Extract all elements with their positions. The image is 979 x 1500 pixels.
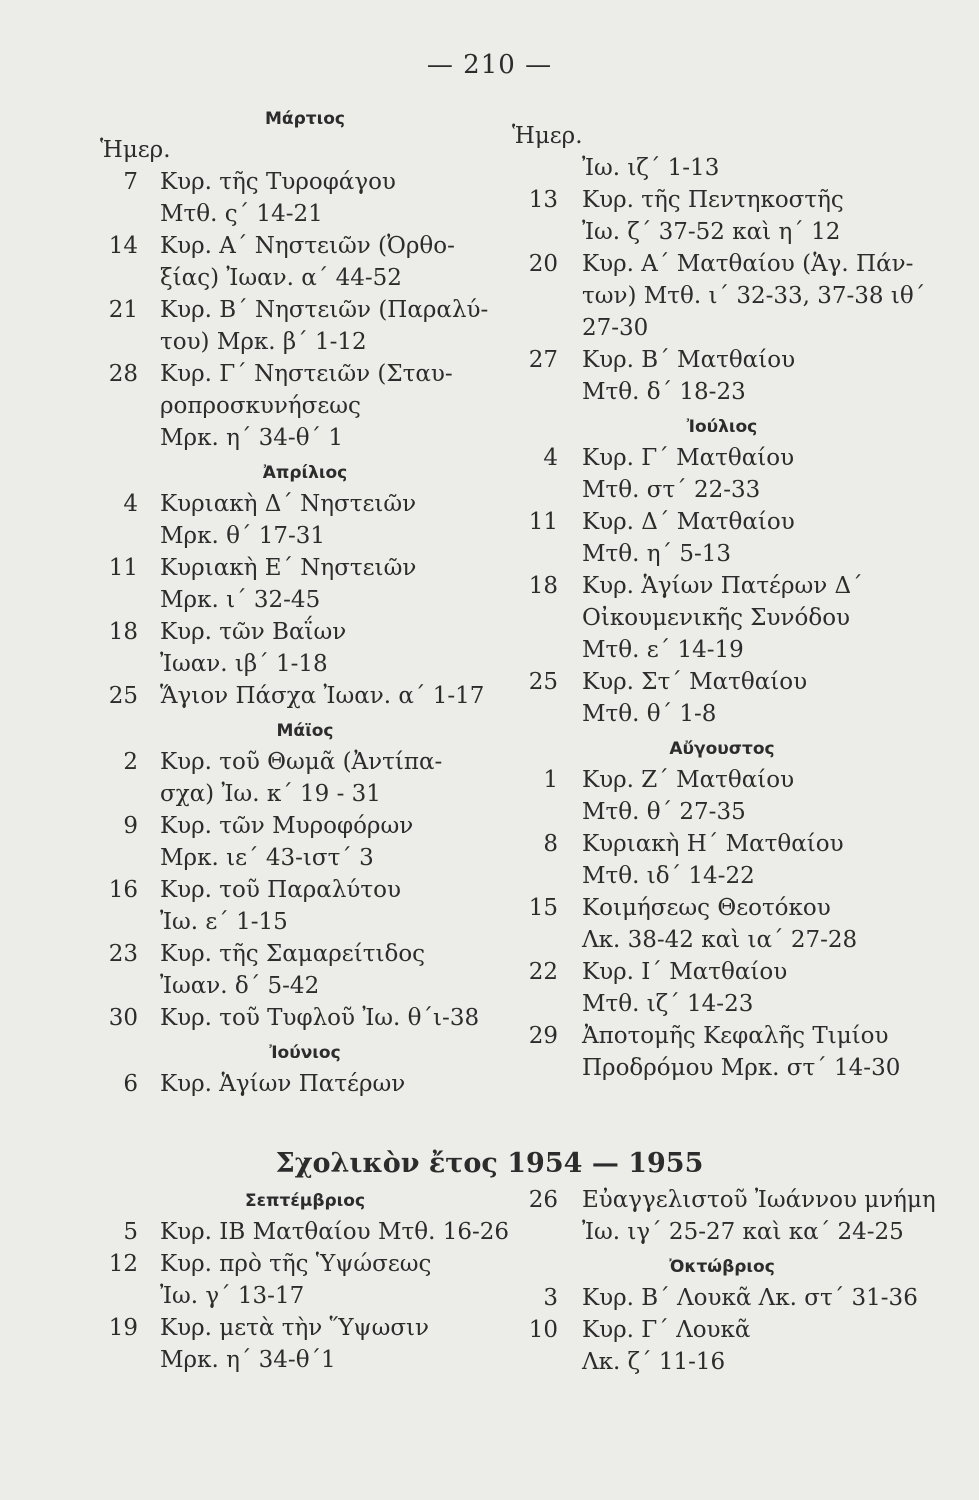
day-number: 25 bbox=[108, 683, 138, 709]
day-number: 4 bbox=[123, 491, 138, 517]
reading-text: Κυρ. Δ΄ Ματθαίου bbox=[582, 509, 795, 535]
reading-text: Μτθ. θ΄ 27-35 bbox=[582, 799, 746, 825]
column-header bbox=[512, 120, 932, 152]
calendar-entry bbox=[100, 810, 510, 842]
month-heading: Ἰούλιος bbox=[686, 417, 758, 437]
day-number: 15 bbox=[528, 895, 558, 921]
reading-text: Ἰω. ζ΄ 37-52 καὶ η΄ 12 bbox=[582, 219, 841, 245]
calendar-entry bbox=[100, 1248, 510, 1280]
calendar-entry bbox=[100, 778, 510, 810]
reading-text: Κυρ. τῶν Μυροφόρων bbox=[160, 813, 414, 839]
calendar-entry bbox=[100, 1344, 510, 1376]
day-column-label: Ἡμερ. bbox=[100, 137, 171, 163]
reading-text: Μτθ. στ΄ 22-33 bbox=[582, 477, 761, 503]
column-left-bottom bbox=[100, 1182, 510, 1376]
day-number: 10 bbox=[528, 1317, 558, 1343]
day-number: 11 bbox=[108, 555, 138, 581]
calendar-entry bbox=[512, 892, 932, 924]
calendar-entry bbox=[512, 216, 932, 248]
day-number: 11 bbox=[528, 509, 558, 535]
reading-text: Κυριακὴ Ε΄ Νηστειῶν bbox=[160, 555, 417, 581]
calendar-entry bbox=[512, 1052, 932, 1084]
calendar-entry bbox=[512, 634, 932, 666]
calendar-entry bbox=[512, 764, 932, 796]
calendar-entry bbox=[100, 746, 510, 778]
calendar-entry bbox=[512, 344, 932, 376]
day-number: 13 bbox=[528, 187, 558, 213]
day-number: 22 bbox=[528, 959, 558, 985]
day-number: 7 bbox=[123, 169, 138, 195]
day-number: 25 bbox=[528, 669, 558, 695]
day-number: 1 bbox=[543, 767, 558, 793]
reading-text: 27-30 bbox=[582, 315, 649, 341]
reading-text: Ἀποτομῆς Κεφαλῆς Τιμίου bbox=[582, 1023, 889, 1049]
school-year-title: Σχολικὸν ἔτος 1954 — 1955 bbox=[275, 1148, 704, 1179]
reading-text: Μτθ. ε΄ 14-19 bbox=[582, 637, 744, 663]
column-right-bottom bbox=[512, 1184, 936, 1378]
reading-text: Μτθ. ιδ΄ 14-22 bbox=[582, 863, 755, 889]
calendar-entry bbox=[512, 602, 932, 634]
reading-text: Μτθ. δ΄ 18-23 bbox=[582, 379, 746, 405]
calendar-entry bbox=[100, 938, 510, 970]
calendar-entry bbox=[512, 828, 932, 860]
calendar-entry bbox=[100, 906, 510, 938]
reading-text: Κυριακὴ Η΄ Ματθαίου bbox=[582, 831, 844, 857]
calendar-entry bbox=[512, 988, 932, 1020]
reading-text: Ἰω. ιγ΄ 25-27 καὶ κα΄ 24-25 bbox=[582, 1219, 904, 1245]
reading-text: Κυρ. τῆς Τυροφάγου bbox=[160, 169, 396, 195]
reading-text: Εὐαγγελιστοῦ Ἰωάννου μνήμη bbox=[582, 1187, 936, 1213]
calendar-entry bbox=[100, 358, 510, 390]
day-number: 6 bbox=[123, 1071, 138, 1097]
day-number: 16 bbox=[108, 877, 138, 903]
calendar-entry bbox=[100, 488, 510, 520]
calendar-entry bbox=[100, 648, 510, 680]
reading-text: Ἅγιον Πάσχα Ἰωαν. α΄ 1-17 bbox=[160, 683, 485, 709]
reading-text: Κυρ. Α΄ Νηστειῶν (Ὀρθο- bbox=[160, 233, 455, 259]
reading-text: Μρκ. ι΄ 32-45 bbox=[160, 587, 321, 613]
calendar-entry bbox=[512, 1346, 932, 1378]
calendar-entry bbox=[512, 312, 932, 344]
reading-text: Κυρ. Ἁγίων Πατέρων Δ΄ bbox=[582, 573, 863, 599]
reading-text: του) Μρκ. β΄ 1-12 bbox=[160, 329, 367, 355]
calendar-entry bbox=[512, 956, 932, 988]
calendar-entry bbox=[100, 970, 510, 1002]
calendar-entry bbox=[512, 1216, 932, 1248]
calendar-entry bbox=[100, 1068, 510, 1100]
calendar-entry bbox=[100, 842, 510, 874]
day-number: 20 bbox=[528, 251, 558, 277]
day-number: 14 bbox=[108, 233, 138, 259]
column-left-top bbox=[100, 100, 510, 1100]
reading-text: Κυρ. Α΄ Ματθαίου (Ἁγ. Πάν- bbox=[582, 251, 914, 277]
reading-text: Κυρ. τοῦ Τυφλοῦ Ἰω. θ΄ι-38 bbox=[160, 1005, 480, 1031]
reading-text: Κυρ. Β΄ Νηστειῶν (Παραλύ- bbox=[160, 297, 489, 323]
day-number: 18 bbox=[528, 573, 558, 599]
calendar-entry bbox=[100, 166, 510, 198]
calendar-entry bbox=[512, 152, 932, 184]
reading-text: Λκ. ζ΄ 11-16 bbox=[582, 1349, 726, 1375]
reading-text: Μρκ. ιε΄ 43-ιστ΄ 3 bbox=[160, 845, 374, 871]
reading-text: Κυριακὴ Δ΄ Νηστειῶν bbox=[160, 491, 417, 517]
day-number: 29 bbox=[528, 1023, 558, 1049]
reading-text: Κυρ. ΙΒ Ματθαίου Μτθ. 16-26 bbox=[160, 1219, 509, 1245]
calendar-entry bbox=[100, 680, 510, 712]
calendar-entry bbox=[512, 796, 932, 828]
page-number: — 210 — bbox=[426, 50, 553, 80]
day-number: 19 bbox=[108, 1315, 138, 1341]
reading-text: Ἰω. ε΄ 1-15 bbox=[160, 909, 288, 935]
calendar-entry bbox=[100, 294, 510, 326]
day-number: 5 bbox=[123, 1219, 138, 1245]
calendar-entry bbox=[512, 570, 932, 602]
calendar-entry bbox=[512, 474, 932, 506]
day-number: 3 bbox=[543, 1285, 558, 1311]
calendar-entry bbox=[512, 860, 932, 892]
reading-text: Ἰω. γ΄ 13-17 bbox=[160, 1283, 305, 1309]
reading-text: Κυρ. Γ΄ Λουκᾶ bbox=[582, 1317, 751, 1343]
reading-text: Ἰωαν. ιβ΄ 1-18 bbox=[160, 651, 328, 677]
calendar-entry bbox=[100, 390, 510, 422]
reading-text: ξίας) Ἰωαν. α΄ 44-52 bbox=[160, 265, 402, 291]
day-number: 18 bbox=[108, 619, 138, 645]
day-number: 26 bbox=[528, 1187, 558, 1213]
reading-text: Κυρ. Β΄ Ματθαίου bbox=[582, 347, 796, 373]
reading-text: Κοιμήσεως Θεοτόκου bbox=[582, 895, 831, 921]
reading-text: Κυρ. πρὸ τῆς Ὑψώσεως bbox=[160, 1251, 432, 1277]
month-heading: Αὔγουστος bbox=[669, 739, 775, 759]
day-number: 23 bbox=[108, 941, 138, 967]
column-right-top bbox=[512, 120, 932, 1084]
day-number: 30 bbox=[108, 1005, 138, 1031]
calendar-entry bbox=[100, 584, 510, 616]
reading-text: Κυρ. τῆς Πεντηκοστῆς bbox=[582, 187, 844, 213]
reading-text: Μτθ. ς΄ 14-21 bbox=[160, 201, 323, 227]
day-number: 8 bbox=[543, 831, 558, 857]
calendar-entry bbox=[512, 248, 932, 280]
day-column-label: Ἡμερ. bbox=[512, 123, 583, 149]
calendar-entry bbox=[100, 1216, 510, 1248]
month-heading: Σεπτέμβριος bbox=[244, 1191, 366, 1211]
calendar-entry bbox=[512, 666, 932, 698]
calendar-entry bbox=[512, 698, 932, 730]
calendar-entry bbox=[512, 506, 932, 538]
calendar-entry bbox=[512, 1020, 932, 1052]
day-number: 21 bbox=[108, 297, 138, 323]
reading-text: Κυρ. μετὰ τὴν Ὕψωσιν bbox=[160, 1315, 430, 1341]
calendar-entry bbox=[512, 1314, 932, 1346]
reading-text: Κυρ. Ι΄ Ματθαίου bbox=[582, 959, 788, 985]
reading-text: Οἰκουμενικῆς Συνόδου bbox=[582, 605, 851, 631]
reading-text: Κυρ. Στ΄ Ματθαίου bbox=[582, 669, 808, 695]
calendar-entry bbox=[100, 520, 510, 552]
calendar-entry bbox=[100, 422, 510, 454]
reading-text: Κυρ. τῶν Βαΐων bbox=[160, 619, 347, 645]
calendar-entry bbox=[100, 1312, 510, 1344]
day-number: 12 bbox=[108, 1251, 138, 1277]
month-heading: Ἀπρίλιος bbox=[262, 463, 348, 483]
calendar-entry bbox=[100, 230, 510, 262]
calendar-entry bbox=[512, 1184, 936, 1216]
calendar-entry bbox=[512, 538, 932, 570]
calendar-entry bbox=[512, 184, 932, 216]
reading-text: Λκ. 38-42 καὶ ια΄ 27-28 bbox=[582, 927, 858, 953]
month-heading: Μάρτιος bbox=[265, 109, 345, 129]
calendar-entry bbox=[512, 376, 932, 408]
calendar-entry bbox=[100, 198, 510, 230]
calendar-entry bbox=[512, 1282, 932, 1314]
reading-text: Προδρόμου Μρκ. στ΄ 14-30 bbox=[582, 1055, 901, 1081]
reading-text: Μρκ. η΄ 34-θ΄ 1 bbox=[160, 425, 343, 451]
reading-text: ροπροσκυνήσεως bbox=[160, 393, 361, 419]
month-heading: Μάϊος bbox=[276, 721, 334, 741]
reading-text: Μτθ. ιζ΄ 14-23 bbox=[582, 991, 754, 1017]
reading-text: Κυρ. Β΄ Λουκᾶ Λκ. στ΄ 31-36 bbox=[582, 1285, 918, 1311]
reading-text: Κυρ. Γ΄ Νηστειῶν (Σταυ- bbox=[160, 361, 453, 387]
day-number: 27 bbox=[528, 347, 558, 373]
month-heading: Ἰούνιος bbox=[269, 1043, 341, 1063]
day-number: 4 bbox=[543, 445, 558, 471]
calendar-entry bbox=[100, 1002, 510, 1034]
calendar-entry bbox=[100, 552, 510, 584]
reading-text: Κυρ. τῆς Σαμαρείτιδος bbox=[160, 941, 426, 967]
reading-text: Μρκ. η΄ 34-θ΄1 bbox=[160, 1347, 336, 1373]
reading-text: των) Μτθ. ι΄ 32-33, 37-38 ιθ΄ bbox=[582, 283, 926, 309]
calendar-entry bbox=[512, 924, 932, 956]
column-header bbox=[100, 134, 510, 166]
calendar-entry bbox=[100, 616, 510, 648]
calendar-entry bbox=[100, 1280, 510, 1312]
reading-text: Κυρ. Γ΄ Ματθαίου bbox=[582, 445, 795, 471]
day-number: 28 bbox=[108, 361, 138, 387]
reading-text: Κυρ. τοῦ Θωμᾶ (Ἀντίπα- bbox=[160, 749, 443, 775]
reading-text: Κυρ. τοῦ Παραλύτου bbox=[160, 877, 401, 903]
day-number: 9 bbox=[123, 813, 138, 839]
day-number: 2 bbox=[123, 749, 138, 775]
calendar-entry bbox=[100, 874, 510, 906]
reading-text: Μρκ. θ΄ 17-31 bbox=[160, 523, 326, 549]
reading-text: Κυρ. Ἁγίων Πατέρων bbox=[160, 1071, 406, 1097]
reading-text: Μτθ. θ΄ 1-8 bbox=[582, 701, 717, 727]
reading-text: Ἰωαν. δ΄ 5-42 bbox=[160, 973, 320, 999]
reading-text: σχα) Ἰω. κ΄ 19 - 31 bbox=[160, 781, 381, 807]
calendar-entry bbox=[512, 280, 932, 312]
month-heading: Ὀκτώβριος bbox=[669, 1257, 775, 1277]
calendar-entry bbox=[100, 326, 510, 358]
calendar-entry bbox=[512, 442, 932, 474]
reading-text: Μτθ. η΄ 5-13 bbox=[582, 541, 732, 567]
calendar-entry bbox=[100, 262, 510, 294]
reading-text: Κυρ. Ζ΄ Ματθαίου bbox=[582, 767, 795, 793]
reading-text: Ἰω. ιζ΄ 1-13 bbox=[582, 155, 720, 181]
